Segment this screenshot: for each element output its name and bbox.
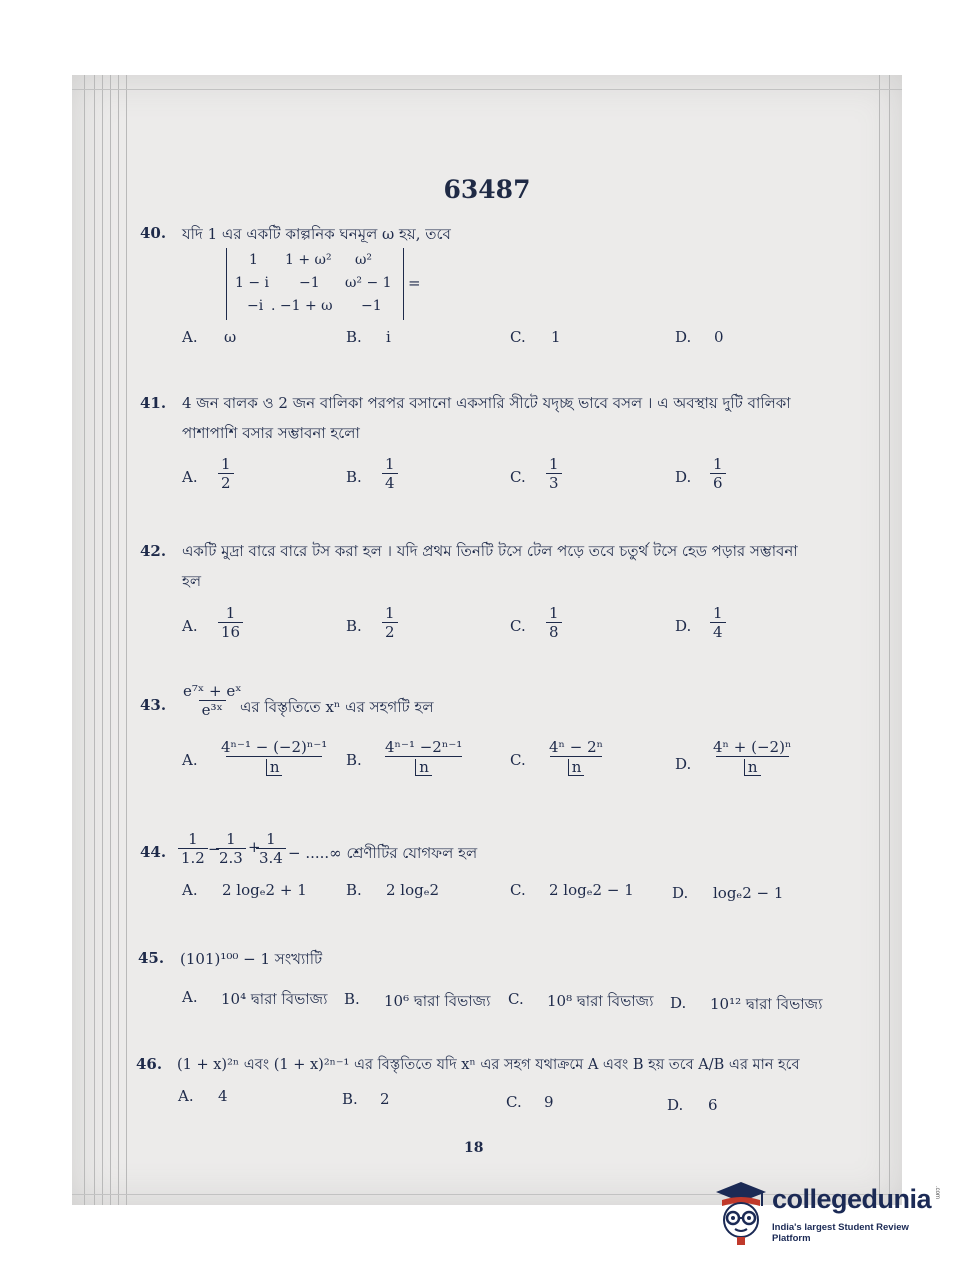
option-label: A.: [182, 468, 198, 486]
denominator: 8: [546, 622, 562, 641]
numerator: 4ⁿ⁻¹ −2ⁿ⁻¹: [385, 738, 463, 756]
numerator: 1: [713, 604, 723, 622]
option-label: B.: [344, 990, 360, 1008]
option-value: i: [386, 328, 391, 346]
question-text: এর বিস্তৃতিতে xⁿ এর সহগটি হল: [240, 698, 434, 716]
equals-sign: =: [408, 274, 421, 292]
option-label: C.: [508, 990, 524, 1008]
option-label: C.: [510, 617, 526, 635]
option-label: B.: [346, 468, 362, 486]
option-value: 10⁴ দ্বারা বিভাজ্য: [221, 990, 328, 1008]
option-fraction: [382, 738, 465, 776]
option-fraction: [710, 604, 726, 641]
question-number: 44.: [140, 843, 167, 861]
question-number: 46.: [136, 1055, 163, 1073]
option-label: C.: [506, 1093, 522, 1111]
matrix-cell: 1: [249, 252, 258, 268]
question-text: যদি 1 এর একটি কাল্পনিক ঘনমূল ω হয়, তবে: [182, 225, 451, 243]
option-label: D.: [675, 617, 692, 635]
denominator: 3.4: [256, 848, 286, 867]
mascot-logo-icon: [712, 1180, 770, 1246]
denominator: 16: [218, 622, 243, 641]
option-label: D.: [670, 994, 687, 1012]
question-text-line2: হল: [182, 572, 202, 590]
option-fraction: [382, 604, 398, 641]
paper-code: 63487: [443, 175, 531, 204]
option-label: A.: [178, 1087, 194, 1105]
question-number: 41.: [140, 394, 167, 412]
question-text: (1 + x)²ⁿ এবং (1 + x)²ⁿ⁻¹ এর বিস্তৃতিতে যদি xⁿ এর সহগ যথাক্রমে A এবং B হয় তবে A/B এর মান হবে: [177, 1057, 800, 1073]
numerator: 1: [226, 830, 236, 848]
option-label: D.: [675, 755, 692, 773]
watermark-brand-name: collegedunia: [772, 1184, 932, 1214]
matrix-cell: −i: [247, 298, 264, 314]
option-value: 10⁸ দ্বারা বিভাজ্য: [547, 992, 654, 1010]
option-value: 10¹² দ্বারা বিভাজ্য: [710, 995, 823, 1013]
denominator: 3: [546, 473, 562, 492]
matrix-cell: ω²: [355, 252, 373, 268]
numerator: 1: [549, 455, 559, 473]
matrix-cell: 1 − i: [235, 275, 270, 291]
option-label: B.: [346, 617, 362, 635]
option-label: D.: [675, 328, 692, 346]
option-label: B.: [346, 751, 362, 769]
option-label: A.: [182, 617, 198, 635]
option-fraction: [710, 738, 794, 776]
option-value: 1: [551, 328, 561, 346]
numerator: 1: [549, 604, 559, 622]
option-label: D.: [667, 1096, 684, 1114]
numerator: 1: [188, 830, 198, 848]
option-label: C.: [510, 881, 526, 899]
question-number: 45.: [138, 949, 165, 967]
question-text: (101)¹⁰⁰ − 1 সংখ্যাটি: [180, 950, 323, 968]
numerator: e⁷ˣ + eˣ: [183, 682, 242, 700]
option-label: C.: [510, 468, 526, 486]
numerator: 4ⁿ⁻¹ − (−2)ⁿ⁻¹: [221, 738, 328, 756]
watermark-tagline: India's largest Student Review Platform: [772, 1222, 909, 1244]
numerator: 1: [266, 830, 276, 848]
minus-sign: −: [208, 840, 221, 858]
denominator: 6: [710, 473, 726, 492]
option-value: 0: [714, 328, 724, 346]
option-value: 6: [708, 1096, 718, 1114]
numerator: 4ⁿ − 2ⁿ: [549, 738, 604, 756]
option-value: ω: [224, 328, 237, 346]
option-value: logₑ2 − 1: [713, 884, 784, 902]
option-fraction: [218, 738, 330, 776]
page-number: 18: [464, 1140, 484, 1156]
option-label: B.: [342, 1090, 358, 1108]
numerator: 1: [713, 455, 723, 473]
option-value: 2 logₑ2 − 1: [549, 881, 634, 899]
option-value: 9: [544, 1093, 554, 1111]
option-fraction: [218, 455, 234, 492]
option-value: 2: [380, 1090, 390, 1108]
question-number: 42.: [140, 542, 167, 560]
numerator: 4ⁿ + (−2)ⁿ: [713, 738, 792, 756]
option-value: 2 logₑ2: [386, 881, 440, 899]
matrix-cell: 1 + ω²: [285, 252, 332, 268]
collegedunia-watermark: [712, 1178, 944, 1250]
matrix-cell: . −1 + ω: [271, 298, 333, 314]
matrix-cell: −1: [299, 275, 320, 291]
option-fraction: [546, 738, 606, 776]
option-label: C.: [510, 751, 526, 769]
expression-fraction: [180, 682, 245, 719]
matrix-cell: ω² − 1: [345, 275, 392, 291]
option-label: A.: [182, 988, 198, 1006]
series-term: [216, 830, 246, 867]
series-term: [178, 830, 208, 867]
question-number: 40.: [140, 224, 167, 242]
option-label: B.: [346, 328, 362, 346]
series-term: [256, 830, 286, 867]
option-label: B.: [346, 881, 362, 899]
factorial-notation: n: [415, 759, 432, 776]
determinant: [226, 248, 404, 320]
matrix-cell: −1: [361, 298, 382, 314]
option-label: D.: [675, 468, 692, 486]
option-label: A.: [182, 881, 198, 899]
denominator: 2.3: [216, 848, 246, 867]
factorial-notation: n: [744, 759, 761, 776]
numerator: 1: [221, 455, 231, 473]
denominator: 2: [218, 473, 234, 492]
option-label: A.: [182, 328, 198, 346]
option-value: 10⁶ দ্বারা বিভাজ্য: [384, 992, 491, 1010]
option-fraction: [382, 455, 398, 492]
question-text-line2: পাশাপাশি বসার সম্ভাবনা হলো: [182, 424, 360, 442]
option-fraction: [710, 455, 726, 492]
watermark-tld: .com: [934, 1186, 940, 1200]
option-value: 2 logₑ2 + 1: [222, 881, 307, 899]
numerator: 1: [385, 604, 395, 622]
option-fraction: [218, 604, 243, 641]
denominator: 4: [382, 473, 398, 492]
numerator: 1: [225, 604, 236, 622]
question-number: 43.: [140, 696, 167, 714]
numerator: 1: [385, 455, 395, 473]
factorial-notation: n: [568, 759, 585, 776]
option-label: C.: [510, 328, 526, 346]
denominator: e³ˣ: [199, 700, 226, 719]
question-text-line1: একটি মুদ্রা বারে বারে টস করা হল । যদি প্রথম তিনটি টসে টেল পড়ে তবে চতুর্থ টসে হেড পড়ার সম্ভাবনা: [182, 542, 798, 560]
option-label: A.: [182, 751, 198, 769]
question-text-line1: 4 জন বালক ও 2 জন বালিকা পরপর বসানো একসারি সীটে যদৃচ্ছ ভাবে বসল । এ অবস্থায় দুটি বালিকা: [182, 394, 791, 412]
denominator: 2: [382, 622, 398, 641]
denominator: 1.2: [178, 848, 208, 867]
question-text: − .....∞ শ্রেণীটির যোগফল হল: [288, 844, 478, 862]
option-value: 4: [218, 1087, 228, 1105]
factorial-notation: n: [266, 759, 283, 776]
denominator: 4: [710, 622, 726, 641]
plus-sign: +: [248, 838, 261, 856]
option-fraction: [546, 455, 562, 492]
option-label: D.: [672, 884, 689, 902]
option-fraction: [546, 604, 562, 641]
